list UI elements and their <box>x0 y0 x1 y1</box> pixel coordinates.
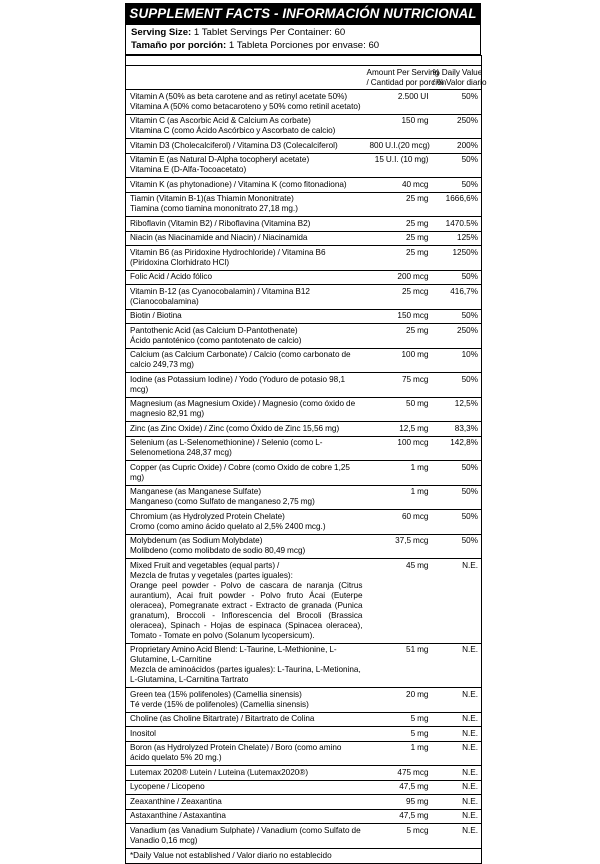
nutrient-daily-value: N.E. <box>432 809 482 824</box>
nutrient-daily-value: N.E. <box>432 712 482 727</box>
nutrient-daily-value: 1666,6% <box>432 192 482 217</box>
nutrient-name-en: Folic Acid / Acido fólico <box>130 272 213 282</box>
nutrient-row <box>126 373 482 398</box>
nutrient-name-en: Vitamin D3 (Cholecalciferol) / Vitamina D3 (Colecalciferol) <box>130 140 338 150</box>
nutrient-name <box>126 727 366 742</box>
nutrient-name <box>126 348 366 373</box>
nutrient-amount: 25 mg <box>366 246 432 271</box>
nutrient-name <box>126 510 366 535</box>
serving-size-value-en: 1 Tablet Servings Per Container: 60 <box>193 27 346 39</box>
nutrient-row <box>126 231 482 246</box>
nutrient-name-en: Vanadium (as Vanadium Sulphate) / Vanadium (como Sulfato de Vanadio 0,16 mcg) <box>130 825 361 845</box>
nutrient-amount: 1 mg <box>366 485 432 510</box>
nutrient-daily-value: 250% <box>432 324 482 349</box>
nutrient-name <box>126 153 366 178</box>
nutrient-name-en: Chromium (as Hydrolyzed Protein Chelate) <box>130 511 285 521</box>
nutrient-daily-value: 50% <box>432 309 482 324</box>
nutrient-amount: 95 mg <box>366 795 432 810</box>
nutrition-table <box>125 55 487 864</box>
serving-size-value-es: 1 Tableta Porciones por envase: 60 <box>228 39 380 51</box>
footnote-row <box>126 848 482 863</box>
nutrient-amount: 100 mg <box>366 348 432 373</box>
nutrient-name-en: Choline (as Choline Bitartrate) / Bitartrato de Colina <box>130 714 315 724</box>
nutrient-name-en: Lycopene / Licopeno <box>130 782 205 792</box>
nutrient-name <box>126 178 366 193</box>
nutrient-amount: 75 mcg <box>366 373 432 398</box>
nutrient-name <box>126 741 366 766</box>
nutrient-daily-value: 50% <box>432 510 482 535</box>
nutrient-daily-value: 200% <box>432 139 482 154</box>
nutrient-name <box>126 231 366 246</box>
nutrient-name-en: Vitamin B6 (as Piridoxine Hydrochloride) / Vitamina B6 (Piridoxina Clorhidrato HCl) <box>130 247 326 267</box>
nutrient-amount: 15 U.I. (10 mg) <box>366 153 432 178</box>
serving-size-es <box>131 40 476 52</box>
nutrient-name-en: Astaxanthine / Astaxantina <box>130 811 226 821</box>
nutrient-row <box>126 153 482 178</box>
nutrient-amount: 60 mcg <box>366 510 432 535</box>
nutrient-daily-value: N.E. <box>432 824 482 849</box>
nutrient-amount: 25 mg <box>366 192 432 217</box>
nutrient-amount: 51 mg <box>366 643 432 688</box>
nutrient-name <box>126 285 366 310</box>
nutrient-daily-value: 50% <box>432 270 482 285</box>
serving-size-label-es: Tamaño por porción: <box>131 39 227 51</box>
column-header-dv-en: % Daily Value <box>432 67 483 77</box>
nutrient-row <box>126 192 482 217</box>
nutrient-daily-value: 1250% <box>432 246 482 271</box>
nutrient-amount: 37,5 mcg <box>366 534 432 559</box>
nutrient-amount: 25 mcg <box>366 285 432 310</box>
nutrient-name <box>126 712 366 727</box>
nutrient-name-en: Magnesium (as Magnesium Oxide) / Magnesio (como óxido de magnesio 82,91 mg) <box>130 399 356 419</box>
nutrient-daily-value: 50% <box>432 485 482 510</box>
nutrient-row <box>126 712 482 727</box>
nutrient-daily-value: 12,5% <box>432 397 482 422</box>
nutrient-daily-value: 83,3% <box>432 422 482 437</box>
nutrient-amount: 47,5 mg <box>366 809 432 824</box>
nutrient-row <box>126 643 482 688</box>
footnote-text: *Daily Value not established / Valor diario no establecido <box>126 848 482 863</box>
nutrient-daily-value: 50% <box>432 534 482 559</box>
nutrient-name-en: Copper (as Cupric Oxide) / Cobre (como Oxido de cobre 1,25 mg) <box>130 462 350 482</box>
column-header-amount-en: Amount Per Serving <box>366 67 440 77</box>
nutrient-name <box>126 559 366 644</box>
nutrient-name-en: Niacin (as Niacinamide and Niacin) / Niacinamida <box>130 233 308 243</box>
nutrient-amount: 475 mcg <box>366 766 432 781</box>
nutrient-row <box>126 809 482 824</box>
nutrient-name-es: Ácido pantoténico (como pantotenato de calcio) <box>130 335 302 345</box>
nutrient-amount: 5 mcg <box>366 824 432 849</box>
nutrient-name <box>126 795 366 810</box>
nutrient-daily-value: 125% <box>432 231 482 246</box>
nutrient-amount: 2.500 UI <box>366 90 432 115</box>
nutrient-row <box>126 688 482 713</box>
nutrient-daily-value: 142,8% <box>432 436 482 461</box>
nutrient-row <box>126 114 482 139</box>
nutrient-name <box>126 809 366 824</box>
nutrient-row <box>126 397 482 422</box>
nutrient-name <box>126 246 366 271</box>
nutrient-name-en: Calcium (as Calcium Carbonate) / Calcio (como carbonato de calcio 249,73 mg) <box>130 350 351 370</box>
nutrient-daily-value: N.E. <box>432 766 482 781</box>
nutrient-row <box>126 795 482 810</box>
nutrient-name-en: Molybdenum (as Sodium Molybdate) <box>130 536 263 546</box>
nutrient-daily-value: N.E. <box>432 559 482 644</box>
nutrient-row <box>126 309 482 324</box>
serving-size-label-en: Serving Size: <box>131 27 192 39</box>
nutrient-name-es: Vitamina A (50% como betacaroteno y 50% como retinil acetato) <box>130 101 361 111</box>
nutrient-row <box>126 559 482 644</box>
nutrition-table-body <box>126 55 487 863</box>
nutrient-name <box>126 766 366 781</box>
nutrient-name <box>126 270 366 285</box>
nutrient-amount: 50 mg <box>366 397 432 422</box>
nutrient-name-en: Mixed Fruit and vegetables (equal parts) / <box>130 560 280 570</box>
nutrient-name <box>126 824 366 849</box>
column-header-dv <box>432 65 487 90</box>
nutrient-name-en: Vitamin A (50% as beta carotene and as retinyl acetate 50%) <box>130 91 348 101</box>
nutrient-row <box>126 217 482 232</box>
nutrient-amount: 40 mcg <box>366 178 432 193</box>
nutrient-name <box>126 373 366 398</box>
nutrient-name-en: Zinc (as Zinc Oxide) / Zinc (como Óxido de Zinc 15,56 mg) <box>130 423 340 433</box>
nutrient-amount: 25 mg <box>366 231 432 246</box>
nutrient-amount: 100 mcg <box>366 436 432 461</box>
nutrient-amount: 25 mg <box>366 324 432 349</box>
nutrient-name-es: Cromo (como amino ácido quelato al 2,5% 2400 mcg.) <box>130 521 326 531</box>
nutrient-name-en: Manganese (as Manganese Sulfate) <box>130 487 262 497</box>
nutrient-name-es: Vitamina E (D-Alfa-Tocoacetato) <box>130 165 247 175</box>
nutrient-row <box>126 727 482 742</box>
nutrient-daily-value: 250% <box>432 114 482 139</box>
nutrient-name-es: Vitamina C (como Ácido Ascórbico y Ascorbato de calcio) <box>130 126 336 136</box>
nutrient-daily-value: 50% <box>432 373 482 398</box>
nutrient-row <box>126 285 482 310</box>
nutrient-name <box>126 643 366 688</box>
nutrient-name-en: Boron (as Hydrolyzed Protein Chelate) / Boro (como amino ácido quelato 5% 20 mg.) <box>130 743 342 763</box>
panel-title: SUPPLEMENT FACTS - INFORMACIÓN NUTRICIONAL <box>125 3 481 25</box>
nutrient-daily-value: 416,7% <box>432 285 482 310</box>
nutrient-name-es: Mezcla de aminoácidos (partes iguales): L-Taurina, L-Metionina, L-Glutamina, L-Carnitina Tartrato <box>130 665 361 685</box>
nutrient-amount: 1 mg <box>366 741 432 766</box>
nutrient-row <box>126 824 482 849</box>
nutrient-name-es: Té verde (15% de polifenoles) (Camellia sinensis) <box>130 699 309 709</box>
spacer-cell <box>432 55 482 65</box>
nutrient-row <box>126 348 482 373</box>
nutrient-name <box>126 485 366 510</box>
nutrient-name-en: Vitamin C (as Ascorbic Acid & Calcium As corbate) <box>130 116 311 126</box>
nutrient-daily-value: N.E. <box>432 741 482 766</box>
nutrient-name-en: Vitamin B-12 (as Cyanocobalamin) / Vitamina B12 (Cianocobalamina) <box>130 286 310 306</box>
nutrient-name-en: Vitamin K (as phytonadione) / Vitamina K (como fitonadiona) <box>130 179 347 189</box>
column-header-blank <box>126 65 366 90</box>
nutrient-daily-value: N.E. <box>432 795 482 810</box>
nutrient-name <box>126 309 366 324</box>
spacer-row <box>126 55 482 65</box>
nutrient-amount: 150 mcg <box>366 309 432 324</box>
nutrient-row <box>126 534 482 559</box>
nutrient-row <box>126 270 482 285</box>
nutrient-name <box>126 461 366 486</box>
nutrient-name-es: Molibdeno (como molibdato de sodio 80,49 mcg) <box>130 546 306 556</box>
nutrient-name-en: Tiamin (Vitamin B-1)(as Thiamin Mononitrate) <box>130 194 294 204</box>
nutrient-name <box>126 139 366 154</box>
nutrient-name-en: Iodine (as Potassium Iodine) / Yodo (Yoduro de potasio 98,1 mcg) <box>130 374 346 394</box>
nutrient-daily-value: 50% <box>432 153 482 178</box>
nutrient-amount: 150 mg <box>366 114 432 139</box>
nutrient-row <box>126 741 482 766</box>
nutrient-row <box>126 422 482 437</box>
nutrient-name-en: Selenium (as L-Selenomethionine) / Selenio (como L-Selenometiona 248,37 mcg) <box>130 438 323 458</box>
nutrient-name-en: Vitamin E (as Natural D-Alpha tocopheryl acetate) <box>130 155 310 165</box>
nutrient-name-en: Proprietary Amino Acid Blend: L-Taurine, L-Methionine, L-Glutamine, L-Carnitine <box>130 645 337 665</box>
nutrient-amount: 200 mcg <box>366 270 432 285</box>
nutrient-row <box>126 485 482 510</box>
nutrient-daily-value: N.E. <box>432 643 482 688</box>
spacer-cell <box>366 55 432 65</box>
nutrient-row <box>126 139 482 154</box>
nutrient-row <box>126 461 482 486</box>
nutrient-name <box>126 324 366 349</box>
nutrient-daily-value: 50% <box>432 90 482 115</box>
nutrient-ingredients: Orange peel powder - Polvo de cascara de naranja (Citrus aurantium), Acai fruit powder - Polvo fruto Ácai (Euterpe oleracea), Pomegranate extract - Extracto de granada (Punica granatum), Broccoli - Inflorescencia del Brocoli (Brassica oleracea), Spinach - Hojas de espinaca (Spinacea oleracea), Tomato - Tomate en polvo (Solanum lycopersicum). <box>130 580 363 640</box>
serving-info <box>125 25 481 55</box>
nutrient-amount: 25 mg <box>366 217 432 232</box>
nutrient-amount: 800 U.I.(20 mcg) <box>366 139 432 154</box>
nutrient-name <box>126 397 366 422</box>
nutrient-row <box>126 246 482 271</box>
nutrient-row <box>126 324 482 349</box>
nutrient-name <box>126 436 366 461</box>
column-header-row <box>126 65 482 90</box>
nutrient-name <box>126 217 366 232</box>
nutrient-name <box>126 192 366 217</box>
nutrient-row <box>126 436 482 461</box>
nutrient-name-en: Riboflavin (Vitamin B2) / Riboflavina (Vitamina B2) <box>130 218 311 228</box>
nutrient-row <box>126 90 482 115</box>
nutrient-name <box>126 90 366 115</box>
nutrient-row <box>126 766 482 781</box>
nutrient-amount: 5 mg <box>366 712 432 727</box>
nutrient-daily-value: N.E. <box>432 727 482 742</box>
serving-size-en <box>131 27 476 39</box>
nutrient-name-en: Pantothenic Acid (as Calcium D-Pantothenate) <box>130 325 298 335</box>
nutrient-name-es: Tiamina (como tiamina mononitrato 27,18 mg.) <box>130 204 298 214</box>
nutrient-name <box>126 688 366 713</box>
nutrient-daily-value: 50% <box>432 178 482 193</box>
nutrient-daily-value: N.E. <box>432 688 482 713</box>
nutrient-amount: 20 mg <box>366 688 432 713</box>
column-header-dv-es: / % Valor diario <box>432 78 487 88</box>
column-header-amount <box>366 65 447 90</box>
nutrient-name <box>126 422 366 437</box>
nutrient-daily-value: 10% <box>432 348 482 373</box>
nutrient-name <box>126 114 366 139</box>
nutrient-name-en: Zeaxanthine / Zeaxantina <box>130 796 222 806</box>
nutrient-daily-value: N.E. <box>432 780 482 795</box>
nutrient-name-en: Green tea (15% polifenoles) (Camellia sinensis) <box>130 689 302 699</box>
nutrient-row <box>126 178 482 193</box>
nutrient-daily-value: 1470.5% <box>432 217 482 232</box>
column-header-amount-es: / Cantidad por porción <box>366 78 447 88</box>
supplement-facts-panel <box>125 3 487 864</box>
nutrient-amount: 1 mg <box>366 461 432 486</box>
nutrient-daily-value: 50% <box>432 461 482 486</box>
nutrient-amount: 12,5 mg <box>366 422 432 437</box>
nutrient-name-es: Manganeso (como Sulfato de manganeso 2,75 mg) <box>130 497 315 507</box>
nutrient-row <box>126 510 482 535</box>
nutrient-row <box>126 780 482 795</box>
nutrient-name <box>126 534 366 559</box>
nutrient-name-en: Lutemax 2020® Lutein / Luteina (Lutemax2020®) <box>130 767 309 777</box>
spacer-cell <box>126 55 366 65</box>
nutrient-name-en: Biotin / Biotina <box>130 311 182 321</box>
nutrient-amount: 47,5 mg <box>366 780 432 795</box>
nutrient-amount: 5 mg <box>366 727 432 742</box>
nutrient-amount: 45 mg <box>366 559 432 644</box>
nutrient-name-es: Mezcla de frutas y vegetales (partes iguales): <box>130 570 293 580</box>
nutrient-name <box>126 780 366 795</box>
nutrient-name-en: Inositol <box>130 728 156 738</box>
